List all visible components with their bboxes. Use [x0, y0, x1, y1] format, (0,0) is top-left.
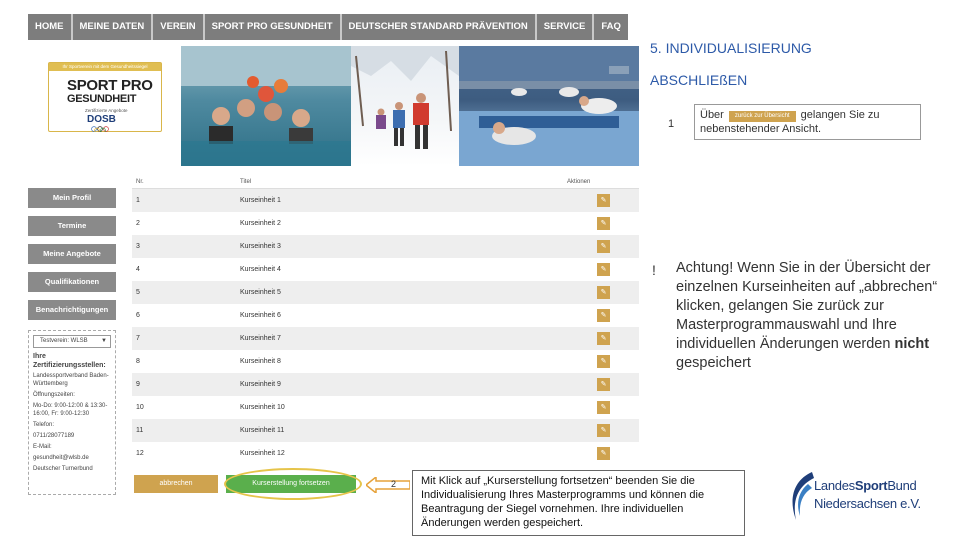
- cert-heading: Ihre Zertifizierungsstellen:: [33, 353, 106, 369]
- row-title: Kurseinheit 9: [240, 381, 281, 388]
- back-to-overview-button[interactable]: zurück zur Übersicht: [729, 111, 796, 122]
- section-subtitle: ABSCHLIEßEN: [650, 72, 748, 88]
- warning-text-part1: Achtung! Wenn Sie in der Übersicht der einzelnen Kurseinheiten auf „abbrechen“ klicken, gelangen Sie zurück zur Masterprogrammauswahl und Ihre individuellen Änderungen werden: [676, 260, 938, 352]
- row-actions: [563, 442, 639, 465]
- top-navigation: [28, 14, 628, 40]
- row-number: 6: [136, 312, 140, 319]
- row-title: Kurseinheit 8: [240, 358, 281, 365]
- row-number: 2: [136, 220, 140, 227]
- table-body: [132, 189, 639, 465]
- row-actions: [563, 212, 639, 235]
- row-actions: [563, 350, 639, 373]
- row-title: Kurseinheit 3: [240, 243, 281, 250]
- edit-icon[interactable]: ✎: [597, 286, 610, 299]
- edit-icon[interactable]: ✎: [597, 194, 610, 207]
- sidebar-item-qualifikationen[interactable]: Qualifikationen: [28, 272, 116, 292]
- sidebar-item-termine[interactable]: Termine: [28, 216, 116, 236]
- lsb-line1a: Landes: [814, 478, 855, 493]
- row-number: 9: [136, 381, 140, 388]
- edit-icon[interactable]: ✎: [597, 355, 610, 368]
- logo-line3: Zertifizierte Angebote: [85, 108, 128, 113]
- abort-button[interactable]: abbrechen: [134, 475, 218, 493]
- row-number: 5: [136, 289, 140, 296]
- column-header-actions: Aktionen: [567, 179, 591, 185]
- table-row: [132, 258, 639, 281]
- callout-1-number: 1: [668, 118, 675, 130]
- cert-email-link[interactable]: gesundheit@wlsb.de: [33, 455, 89, 461]
- callout-2-box: Mit Klick auf „Kurserstellung fortsetzen“ beenden Sie die Individualisierung Ihres Masterprogramms und können die Beantragung der Siegel vornehmen. Ihre individuellen Änderungen werden gespeichert.: [412, 470, 745, 536]
- edit-icon[interactable]: ✎: [597, 447, 610, 460]
- row-title: Kurseinheit 4: [240, 266, 281, 273]
- warning-mark: !: [652, 262, 656, 278]
- snow-walking-photo: [351, 46, 459, 166]
- cert-line: Mo-Do: 9:00-12:00 & 13:30-16:00, Fr: 9:00-12:30: [33, 403, 108, 417]
- table-row: [132, 373, 639, 396]
- sidebar: [28, 188, 116, 328]
- olympic-rings-icon: [89, 126, 119, 132]
- nav-sport-pro-gesundheit[interactable]: SPORT PRO GESUNDHEIT: [205, 14, 340, 40]
- warning-text-bold: nicht: [894, 336, 930, 352]
- row-title: Kurseinheit 1: [240, 197, 281, 204]
- row-actions: [563, 419, 639, 442]
- warning-text-part2: gespeichert: [676, 355, 751, 371]
- edit-icon[interactable]: ✎: [597, 424, 610, 437]
- callout-1-text-after: gelangen Sie zu nebenstehender Ansicht.: [700, 109, 880, 135]
- row-title: Kurseinheit 10: [240, 404, 285, 411]
- row-actions: [563, 304, 639, 327]
- cert-line: Deutscher Turnerbund: [33, 466, 93, 472]
- edit-icon[interactable]: ✎: [597, 332, 610, 345]
- verein-select[interactable]: [33, 335, 111, 348]
- column-header-title: Titel: [240, 179, 252, 185]
- row-number: 7: [136, 335, 140, 342]
- callout-1-text-before: Über: [700, 109, 724, 121]
- table-row: [132, 419, 639, 442]
- lsb-line1b: Sport: [854, 478, 888, 493]
- sidebar-item-meine-angebote[interactable]: Meine Angebote: [28, 244, 116, 264]
- section-title: 5. INDIVIDUALISIERUNG: [650, 40, 812, 56]
- lsb-line2: Niedersachsen e.V.: [814, 496, 921, 511]
- sport-pro-gesundheit-logo: [48, 62, 162, 132]
- swoosh-icon: [786, 470, 816, 522]
- table-row: [132, 327, 639, 350]
- row-actions: [563, 281, 639, 304]
- sidebar-item-benachrichtigungen[interactable]: Benachrichtigungen: [28, 300, 116, 320]
- row-number: 11: [136, 427, 144, 434]
- course-units-table: [132, 176, 639, 465]
- logo-line4: DOSB: [87, 114, 116, 125]
- cert-line: Landessportverband Baden-Württemberg: [33, 373, 109, 387]
- logo-band: Ihr Sportverein mit dem Gesundheitssiegel: [49, 63, 161, 71]
- table-header: [132, 176, 639, 189]
- logo-line1: SPORT PRO: [67, 77, 153, 94]
- arrow-left-icon: [366, 477, 410, 493]
- edit-icon[interactable]: ✎: [597, 401, 610, 414]
- lsb-line1c: Bund: [887, 478, 917, 493]
- continue-course-creation-button[interactable]: Kurserstellung fortsetzen: [226, 475, 356, 493]
- row-number: 8: [136, 358, 140, 365]
- chevron-down-icon: ▼: [101, 338, 107, 344]
- row-actions: [563, 327, 639, 350]
- landessportbund-logo: [786, 470, 936, 526]
- table-row: [132, 281, 639, 304]
- row-title: Kurseinheit 7: [240, 335, 281, 342]
- callout-2-number: 2: [391, 479, 397, 489]
- row-title: Kurseinheit 12: [240, 450, 285, 457]
- column-header-nr: Nr.: [136, 179, 144, 185]
- verein-select-value: Testverein: WLSB: [40, 338, 88, 344]
- row-actions: [563, 373, 639, 396]
- table-row: [132, 212, 639, 235]
- row-title: Kurseinheit 11: [240, 427, 285, 434]
- cert-line: 0711/28077189: [33, 433, 75, 439]
- table-row: [132, 189, 639, 212]
- warning-text: [676, 259, 940, 373]
- row-title: Kurseinheit 2: [240, 220, 281, 227]
- edit-icon[interactable]: ✎: [597, 240, 610, 253]
- edit-icon[interactable]: ✎: [597, 217, 610, 230]
- gym-photo: [459, 46, 639, 166]
- row-number: 1: [136, 197, 140, 204]
- table-row: [132, 304, 639, 327]
- row-title: Kurseinheit 6: [240, 312, 281, 319]
- table-row: [132, 442, 639, 465]
- row-actions: [563, 258, 639, 281]
- nav-meine-daten[interactable]: MEINE DATEN: [73, 14, 152, 40]
- lsb-line1: [814, 478, 916, 493]
- row-title: Kurseinheit 5: [240, 289, 281, 296]
- callout-1-box: [694, 104, 921, 140]
- table-row: [132, 396, 639, 419]
- edit-icon[interactable]: ✎: [597, 309, 610, 322]
- row-number: 3: [136, 243, 140, 250]
- cert-line: E-Mail:: [33, 444, 52, 450]
- row-actions: [563, 396, 639, 419]
- sidebar-item-mein-profil[interactable]: Mein Profil: [28, 188, 116, 208]
- row-number: 4: [136, 266, 140, 273]
- row-actions: [563, 235, 639, 258]
- certification-info-box: [28, 330, 116, 495]
- row-actions: [563, 189, 639, 212]
- logo-line2: GESUNDHEIT: [67, 93, 137, 105]
- row-number: 10: [136, 404, 144, 411]
- cert-line: Öffnungszeiten:: [33, 392, 75, 398]
- nav-deutscher-standard[interactable]: DEUTSCHER STANDARD PRÄVENTION: [342, 14, 535, 40]
- table-row: [132, 350, 639, 373]
- nav-faq[interactable]: FAQ: [594, 14, 628, 40]
- nav-home[interactable]: HOME: [28, 14, 71, 40]
- cert-line: Telefon:: [33, 422, 55, 428]
- pool-photo: [181, 46, 351, 166]
- row-number: 12: [136, 450, 144, 457]
- edit-icon[interactable]: ✎: [597, 263, 610, 276]
- edit-icon[interactable]: ✎: [597, 378, 610, 391]
- nav-service[interactable]: SERVICE: [537, 14, 593, 40]
- highlight-circle: [224, 468, 362, 500]
- nav-verein[interactable]: VEREIN: [153, 14, 202, 40]
- table-row: [132, 235, 639, 258]
